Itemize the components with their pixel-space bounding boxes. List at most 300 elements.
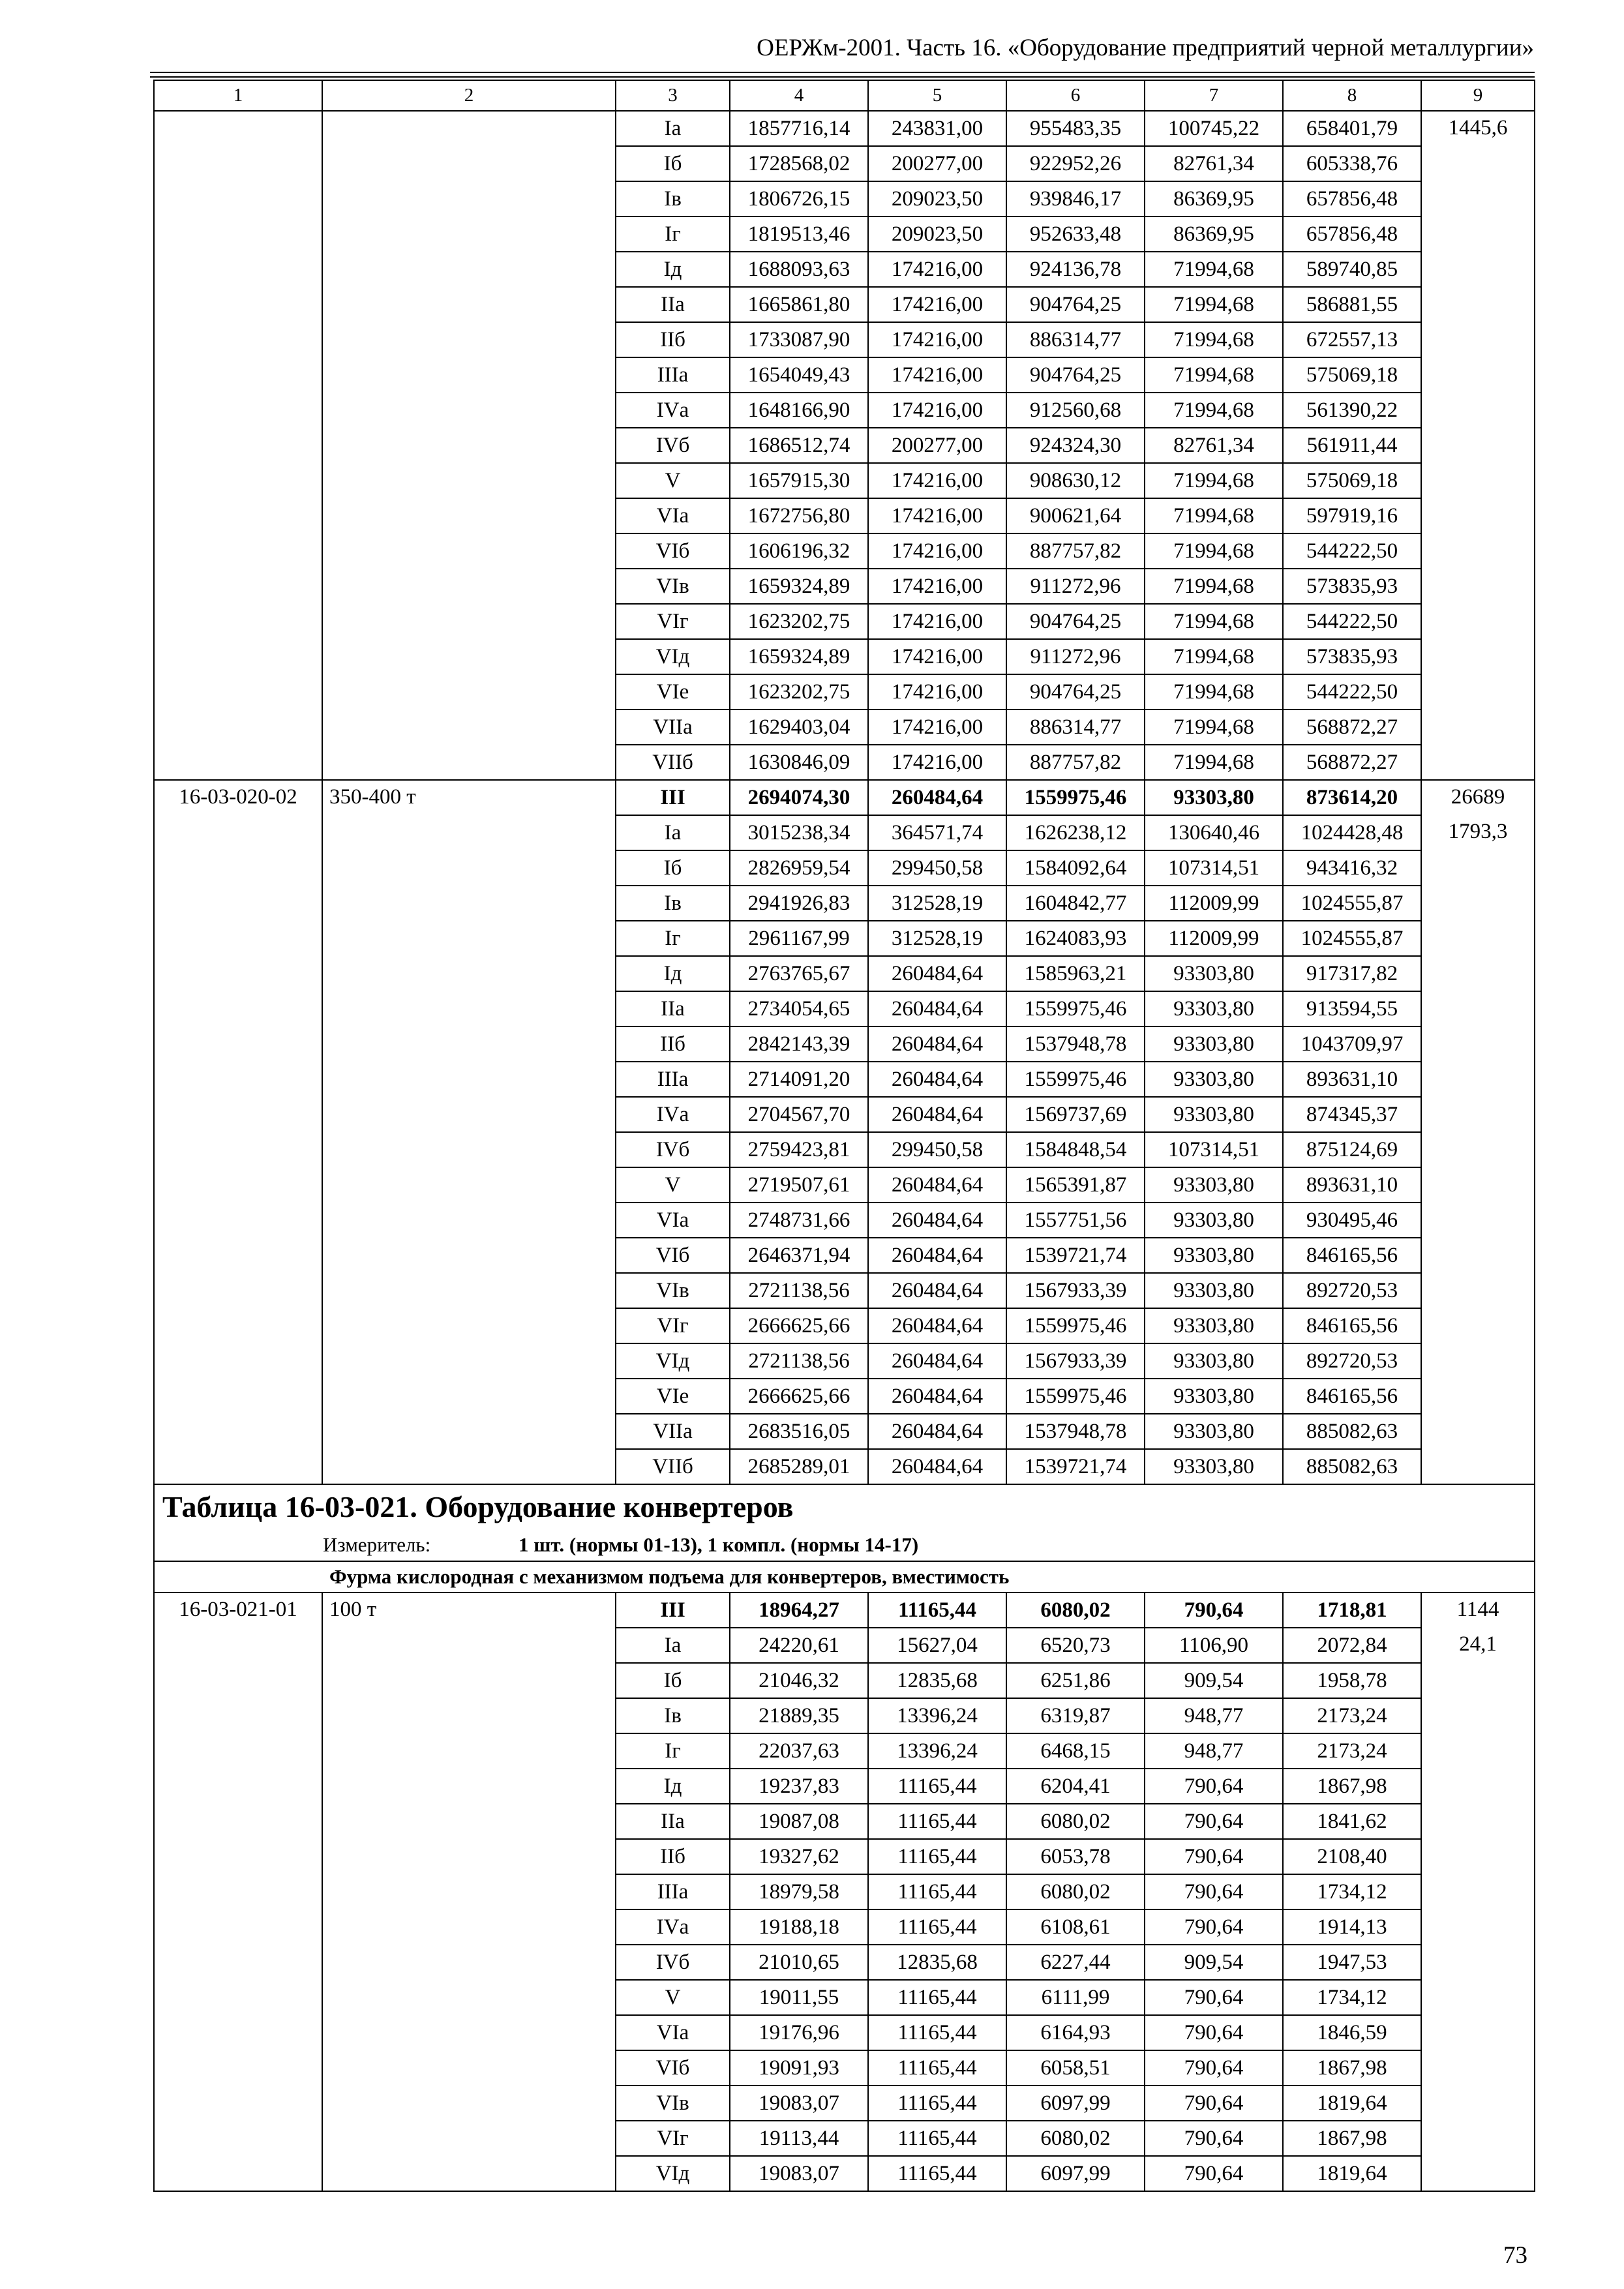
cost-value: 2721138,56 (730, 1343, 868, 1379)
resource-value (1421, 1909, 1535, 1945)
zone-label: VIIа (616, 1414, 730, 1449)
rate-description (322, 111, 616, 146)
resource-value (1421, 533, 1535, 569)
resource-value (1421, 2156, 1535, 2191)
cost-value: 71994,68 (1145, 674, 1283, 710)
cost-value: 1537948,78 (1006, 1414, 1145, 1449)
zone-rate-row (154, 710, 1535, 745)
cost-value: 12835,68 (868, 1945, 1006, 1980)
cost-value: 2763765,67 (730, 956, 868, 991)
zone-label: Iа (616, 815, 730, 850)
zone-rate-row (154, 252, 1535, 287)
cost-value: 790,64 (1145, 2050, 1283, 2086)
cost-value: 260484,64 (868, 1308, 1006, 1343)
column-number-row (154, 80, 1535, 111)
zone-rate-row (154, 357, 1535, 393)
cost-value: 71994,68 (1145, 322, 1283, 357)
cost-value: 544222,50 (1283, 604, 1421, 639)
rate-code (154, 710, 322, 745)
cost-value: 2759423,81 (730, 1132, 868, 1167)
cost-value: 93303,80 (1145, 1097, 1283, 1132)
cost-value: 568872,27 (1283, 745, 1421, 780)
rate-description (322, 674, 616, 710)
rate-code (154, 1839, 322, 1874)
cost-value: 1659324,89 (730, 569, 868, 604)
resource-value (1421, 1062, 1535, 1097)
cost-value: 568872,27 (1283, 710, 1421, 745)
resource-value (1421, 1308, 1535, 1343)
cost-value: 6097,99 (1006, 2086, 1145, 2121)
zone-label: VIа (616, 1203, 730, 1238)
zone-label: III (616, 1593, 730, 1628)
cost-value: 1567933,39 (1006, 1343, 1145, 1379)
zone-label: Iб (616, 850, 730, 886)
zone-rate-row (154, 1379, 1535, 1414)
cost-value: 1043709,97 (1283, 1026, 1421, 1062)
rate-description (322, 1804, 616, 1839)
zone-label: Iд (616, 956, 730, 991)
cost-value: 19188,18 (730, 1909, 868, 1945)
cost-value: 2719507,61 (730, 1167, 868, 1203)
cost-value: 658401,79 (1283, 111, 1421, 146)
rate-code (154, 146, 322, 181)
cost-value: 846165,56 (1283, 1238, 1421, 1273)
zone-rate-row (154, 146, 1535, 181)
cost-value: 6251,86 (1006, 1663, 1145, 1698)
zone-rate-row (154, 1062, 1535, 1097)
zone-label: Iг (616, 921, 730, 956)
cost-value: 893631,10 (1283, 1167, 1421, 1203)
cost-value: 260484,64 (868, 991, 1006, 1026)
zone-rate-row (154, 604, 1535, 639)
rate-code (154, 850, 322, 886)
cost-value: 948,77 (1145, 1698, 1283, 1733)
cost-value: 11165,44 (868, 1980, 1006, 2015)
rate-code (154, 2050, 322, 2086)
zone-label: Iа (616, 111, 730, 146)
rate-description (322, 850, 616, 886)
cost-value: 1947,53 (1283, 1945, 1421, 1980)
cost-value: 21889,35 (730, 1698, 868, 1733)
cost-value: 573835,93 (1283, 569, 1421, 604)
resource-value (1421, 1874, 1535, 1909)
cost-value: 892720,53 (1283, 1273, 1421, 1308)
zone-rate-row (154, 1628, 1535, 1663)
rate-code (154, 2121, 322, 2156)
rate-code (154, 956, 322, 991)
cost-value: 589740,85 (1283, 252, 1421, 287)
rate-description (322, 639, 616, 674)
cost-value: 6164,93 (1006, 2015, 1145, 2050)
zone-rate-row (154, 1238, 1535, 1273)
cost-value: 1585963,21 (1006, 956, 1145, 991)
rate-code (154, 287, 322, 322)
cost-value: 100745,22 (1145, 111, 1283, 146)
measure-row (154, 1529, 1535, 1561)
cost-value: 93303,80 (1145, 1238, 1283, 1273)
zone-rate-row (154, 533, 1535, 569)
rate-code (154, 745, 322, 780)
cost-value: 174216,00 (868, 287, 1006, 322)
zone-rate-row (154, 2015, 1535, 2050)
cost-value: 19327,62 (730, 1839, 868, 1874)
cost-value: 82761,34 (1145, 428, 1283, 463)
cost-value: 18979,58 (730, 1874, 868, 1909)
rate-code (154, 357, 322, 393)
resource-value (1421, 1379, 1535, 1414)
rate-code (154, 428, 322, 463)
rate-code (154, 181, 322, 217)
rate-description (322, 357, 616, 393)
cost-value: 2072,84 (1283, 1628, 1421, 1663)
rate-description (322, 252, 616, 287)
cost-value: 2961167,99 (730, 921, 868, 956)
resource-value (1421, 991, 1535, 1026)
cost-value: 11165,44 (868, 1909, 1006, 1945)
rate-description (322, 745, 616, 780)
cost-value: 846165,56 (1283, 1308, 1421, 1343)
cost-value: 260484,64 (868, 956, 1006, 991)
rate-description (322, 886, 616, 921)
rate-description (322, 463, 616, 498)
cost-value: 6319,87 (1006, 1698, 1145, 1733)
rate-code (154, 1238, 322, 1273)
rate-code (154, 2156, 322, 2191)
cost-value: 174216,00 (868, 674, 1006, 710)
zone-label: IIа (616, 1804, 730, 1839)
rate-code (154, 1343, 322, 1379)
cost-value: 909,54 (1145, 1663, 1283, 1698)
resource-value (1421, 181, 1535, 217)
rate-description (322, 287, 616, 322)
cost-value: 93303,80 (1145, 1379, 1283, 1414)
cost-value: 924136,78 (1006, 252, 1145, 287)
zone-label: VIг (616, 1308, 730, 1343)
page-header-title: ОЕРЖм-2001. Часть 16. «Оборудование предприятий черной металлургии» (757, 35, 1534, 61)
cost-value: 1606196,32 (730, 533, 868, 569)
cost-value: 6058,51 (1006, 2050, 1145, 2086)
cost-value: 71994,68 (1145, 393, 1283, 428)
rate-description (322, 1733, 616, 1769)
zone-rate-row (154, 181, 1535, 217)
zone-rate-row (154, 815, 1535, 850)
cost-value: 573835,93 (1283, 639, 1421, 674)
cost-value: 875124,69 (1283, 1132, 1421, 1167)
cost-value: 1857716,14 (730, 111, 868, 146)
cost-value: 1559975,46 (1006, 1308, 1145, 1343)
zone-label: VIа (616, 498, 730, 533)
cost-value: 1630846,09 (730, 745, 868, 780)
zone-rate-row (154, 1698, 1535, 1733)
measure-value: 1 шт. (нормы 01-13), 1 компл. (нормы 14-17) (519, 1533, 919, 1556)
zone-rate-row (154, 1167, 1535, 1203)
resource-value (1421, 463, 1535, 498)
resource-value (1421, 252, 1535, 287)
rate-description (322, 217, 616, 252)
cost-value: 71994,68 (1145, 533, 1283, 569)
cost-value: 2721138,56 (730, 1273, 868, 1308)
zone-label: V (616, 1980, 730, 2015)
resource-value (1421, 1026, 1535, 1062)
zone-rate-row (154, 428, 1535, 463)
zone-rate-row (154, 1733, 1535, 1769)
cost-value: 174216,00 (868, 745, 1006, 780)
rate-code (154, 498, 322, 533)
rate-description (322, 1414, 616, 1449)
rate-description (322, 2086, 616, 2121)
zone-rate-row (154, 1769, 1535, 1804)
resource-value (1421, 2086, 1535, 2121)
measure-label: Измеритель: (323, 1533, 431, 1556)
cost-value: 174216,00 (868, 322, 1006, 357)
cost-value: 93303,80 (1145, 1308, 1283, 1343)
zone-label: VIв (616, 2086, 730, 2121)
cost-value: 6097,99 (1006, 2156, 1145, 2191)
cost-value: 3015238,34 (730, 815, 868, 850)
cost-value: 1559975,46 (1006, 780, 1145, 815)
cost-value: 6080,02 (1006, 2121, 1145, 2156)
header-rule-top (150, 72, 1535, 73)
zone-label: IVб (616, 428, 730, 463)
cost-value: 209023,50 (868, 181, 1006, 217)
cost-value: 1867,98 (1283, 2121, 1421, 2156)
cost-value: 917317,82 (1283, 956, 1421, 991)
cost-value: 1567933,39 (1006, 1273, 1145, 1308)
rate-description (322, 1238, 616, 1273)
resource-value (1421, 393, 1535, 428)
rate-description (322, 569, 616, 604)
cost-value: 1914,13 (1283, 1909, 1421, 1945)
cost-value: 904764,25 (1006, 604, 1145, 639)
cost-value: 71994,68 (1145, 710, 1283, 745)
cost-value: 260484,64 (868, 1167, 1006, 1203)
cost-value: 952633,48 (1006, 217, 1145, 252)
cost-value: 657856,48 (1283, 181, 1421, 217)
cost-value: 6108,61 (1006, 1909, 1145, 1945)
cost-value: 86369,95 (1145, 181, 1283, 217)
zone-rate-row (154, 1945, 1535, 1980)
resource-value (1421, 1945, 1535, 1980)
zone-label: IVб (616, 1132, 730, 1167)
zone-rate-row (154, 1132, 1535, 1167)
resource-value (1421, 1839, 1535, 1874)
cost-value: 93303,80 (1145, 1414, 1283, 1449)
cost-value: 2842143,39 (730, 1026, 868, 1062)
rate-description (322, 1308, 616, 1343)
base-rate-row (154, 1593, 1535, 1628)
zone-rate-row (154, 569, 1535, 604)
cost-value: 873614,20 (1283, 780, 1421, 815)
zone-rate-row (154, 498, 1535, 533)
rate-description (322, 1839, 616, 1874)
rate-description (322, 710, 616, 745)
cost-value: 299450,58 (868, 850, 1006, 886)
header-rule-bottom (150, 76, 1535, 78)
resource-value (1421, 921, 1535, 956)
cost-value: 1819,64 (1283, 2156, 1421, 2191)
cost-value: 71994,68 (1145, 569, 1283, 604)
cost-value: 544222,50 (1283, 533, 1421, 569)
resource-value (1421, 1132, 1535, 1167)
zone-label: IIб (616, 322, 730, 357)
cost-value: 1559975,46 (1006, 1062, 1145, 1097)
resource-value (1421, 1449, 1535, 1484)
zone-label: Iв (616, 886, 730, 921)
cost-value: 1623202,75 (730, 604, 868, 639)
rate-code (154, 1414, 322, 1449)
resource-value (1421, 1804, 1535, 1839)
cost-value: 6111,99 (1006, 1980, 1145, 2015)
cost-value: 260484,64 (868, 1449, 1006, 1484)
cost-value: 6227,44 (1006, 1945, 1145, 1980)
rate-description (322, 956, 616, 991)
zone-label: VIв (616, 1273, 730, 1308)
cost-value: 1958,78 (1283, 1663, 1421, 1698)
cost-value: 1539721,74 (1006, 1449, 1145, 1484)
cost-value: 71994,68 (1145, 498, 1283, 533)
zone-rate-row (154, 322, 1535, 357)
cost-value: 71994,68 (1145, 252, 1283, 287)
zone-label: IIа (616, 991, 730, 1026)
cost-value: 1537948,78 (1006, 1026, 1145, 1062)
cost-value: 1654049,43 (730, 357, 868, 393)
zone-label: Iд (616, 252, 730, 287)
cost-value: 19083,07 (730, 2156, 868, 2191)
column-number: 7 (1145, 80, 1283, 111)
zone-label: VIе (616, 674, 730, 710)
cost-value: 71994,68 (1145, 357, 1283, 393)
zone-label: VIIб (616, 1449, 730, 1484)
cost-value: 11165,44 (868, 2050, 1006, 2086)
rate-description (322, 991, 616, 1026)
cost-value: 605338,76 (1283, 146, 1421, 181)
cost-value: 112009,99 (1145, 886, 1283, 921)
cost-value: 209023,50 (868, 217, 1006, 252)
cost-value: 2173,24 (1283, 1698, 1421, 1733)
cost-value: 893631,10 (1283, 1062, 1421, 1097)
cost-value: 1841,62 (1283, 1804, 1421, 1839)
rate-code (154, 1945, 322, 1980)
rate-description (322, 2050, 616, 2086)
rate-code (154, 1733, 322, 1769)
resource-value (1421, 710, 1535, 745)
cost-value: 1819,64 (1283, 2086, 1421, 2121)
zone-label: VIб (616, 2050, 730, 2086)
zone-label: V (616, 463, 730, 498)
rate-description (322, 498, 616, 533)
column-number: 9 (1421, 80, 1535, 111)
cost-value: 913594,55 (1283, 991, 1421, 1026)
cost-value: 19091,93 (730, 2050, 868, 2086)
resource-value (1421, 1167, 1535, 1203)
cost-value: 22037,63 (730, 1733, 868, 1769)
zone-label: VIд (616, 1343, 730, 1379)
rate-code (154, 1628, 322, 1663)
zone-rate-row (154, 1343, 1535, 1379)
cost-value: 19087,08 (730, 1804, 868, 1839)
cost-value: 586881,55 (1283, 287, 1421, 322)
cost-value: 6204,41 (1006, 1769, 1145, 1804)
cost-value: 93303,80 (1145, 956, 1283, 991)
resource-value (1421, 745, 1535, 780)
resource-value (1421, 287, 1535, 322)
zone-rate-row (154, 850, 1535, 886)
column-number: 2 (322, 80, 616, 111)
cost-value: 2646371,94 (730, 1238, 868, 1273)
cost-value: 6080,02 (1006, 1874, 1145, 1909)
cost-value: 12835,68 (868, 1663, 1006, 1698)
cost-value: 21010,65 (730, 1945, 868, 1980)
zone-rate-row (154, 463, 1535, 498)
cost-value: 93303,80 (1145, 1343, 1283, 1379)
rate-description (322, 2121, 616, 2156)
cost-value: 892720,53 (1283, 1343, 1421, 1379)
rate-description (322, 428, 616, 463)
cost-value: 174216,00 (868, 393, 1006, 428)
rate-code (154, 674, 322, 710)
cost-value: 71994,68 (1145, 463, 1283, 498)
rate-description (322, 1945, 616, 1980)
cost-value: 174216,00 (868, 533, 1006, 569)
zone-rate-row (154, 1203, 1535, 1238)
resource-value (1421, 674, 1535, 710)
rate-description (322, 1628, 616, 1663)
zone-rate-row (154, 1414, 1535, 1449)
cost-value: 243831,00 (868, 111, 1006, 146)
resource-value: 26689 (1421, 780, 1535, 815)
cost-value: 1688093,63 (730, 252, 868, 287)
cost-value: 1559975,46 (1006, 991, 1145, 1026)
cost-value: 1665861,80 (730, 287, 868, 322)
rate-description (322, 2156, 616, 2191)
rate-code (154, 2086, 322, 2121)
rate-description (322, 2015, 616, 2050)
cost-value: 6080,02 (1006, 1593, 1145, 1628)
rate-code (154, 1663, 322, 1698)
rate-description (322, 604, 616, 639)
rate-code (154, 1026, 322, 1062)
cost-value: 887757,82 (1006, 745, 1145, 780)
cost-value: 943416,32 (1283, 850, 1421, 886)
cost-value: 6053,78 (1006, 1839, 1145, 1874)
cost-value: 260484,64 (868, 1273, 1006, 1308)
cost-value: 19237,83 (730, 1769, 868, 1804)
cost-value: 790,64 (1145, 1909, 1283, 1945)
cost-value: 597919,16 (1283, 498, 1421, 533)
resource-value (1421, 1980, 1535, 2015)
rate-code (154, 1308, 322, 1343)
cost-value: 1657915,30 (730, 463, 868, 498)
cost-value: 885082,63 (1283, 1449, 1421, 1484)
cost-value: 174216,00 (868, 357, 1006, 393)
cost-value: 846165,56 (1283, 1379, 1421, 1414)
subheading-row (154, 1561, 1535, 1593)
cost-value: 544222,50 (1283, 674, 1421, 710)
rate-code (154, 2015, 322, 2050)
cost-value: 24220,61 (730, 1628, 868, 1663)
cost-value: 1734,12 (1283, 1980, 1421, 2015)
cost-value: 174216,00 (868, 710, 1006, 745)
measure-cell (154, 1529, 1535, 1561)
resource-value: 1445,6 (1421, 111, 1535, 146)
subheading-text: Фурма кислородная с механизмом подъема для конвертеров, вместимость (329, 1565, 1010, 1588)
rate-code (154, 322, 322, 357)
resource-value (1421, 886, 1535, 921)
cost-value: 900621,64 (1006, 498, 1145, 533)
rate-description (322, 1980, 616, 2015)
cost-value: 112009,99 (1145, 921, 1283, 956)
zone-label: IIIа (616, 1062, 730, 1097)
